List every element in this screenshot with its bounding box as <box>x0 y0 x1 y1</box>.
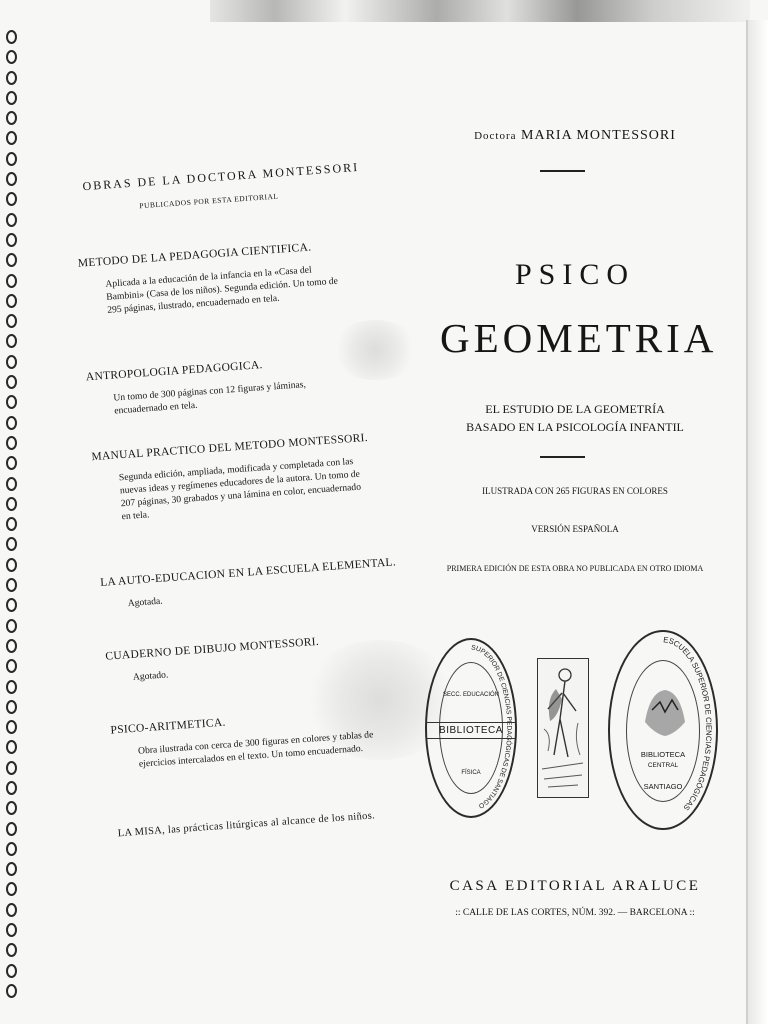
divider-rule <box>540 170 585 172</box>
work-title: PSICO-ARITMETICA. <box>110 716 227 737</box>
stamp-emblem <box>640 682 690 742</box>
work-description: Un tomo de 300 páginas con 12 figuras y láminas, encuadernado en tela. <box>113 379 307 417</box>
binding-ring <box>6 436 17 450</box>
binding-ring <box>6 416 17 430</box>
binding-ring <box>6 253 17 267</box>
work-description: Obra ilustrada con cerca de 300 figuras en colores y tablas de ejercicios intercalados en el texto. Un tomo encuadernado. <box>137 729 374 770</box>
binding-ring <box>6 639 17 653</box>
publisher-name: CASA EDITORIAL ARALUCE <box>449 878 701 894</box>
version-note: VERSIÓN ESPAÑOLA <box>531 524 619 534</box>
binding-ring <box>6 91 17 105</box>
work-entry <box>78 239 357 319</box>
svg-text:ESCUELA SUPERIOR DE CIENCIAS P: ESCUELA SUPERIOR DE CIENCIAS PEDAGÓGICAS <box>662 635 714 813</box>
binding-ring <box>6 497 17 511</box>
binding-ring <box>6 923 17 937</box>
work-title: METODO DE LA PEDAGOGIA CIENTIFICA. <box>77 241 312 270</box>
page-edge <box>746 20 768 1024</box>
subtitle-line-1: EL ESTUDIO DE LA GEOMETRÍA <box>485 402 665 416</box>
binding-ring <box>6 761 17 775</box>
binding-ring <box>6 781 17 795</box>
binding-ring <box>6 172 17 186</box>
title-line-2: GEOMETRIA <box>440 315 718 361</box>
binding-ring <box>6 943 17 957</box>
binding-ring <box>6 314 17 328</box>
binding-ring <box>6 355 17 369</box>
work-title: LA MISA, las prácticas litúrgicas al alcance de los niños. <box>117 810 376 840</box>
binding-ring <box>6 71 17 85</box>
stamp-center-text: BIBLIOTECA <box>427 722 515 739</box>
binding-ring <box>6 131 17 145</box>
work-title: ANTROPOLOGIA PEDAGOGICA. <box>85 359 264 384</box>
stamp-bottom-text: FÍSICA <box>461 770 481 776</box>
work-description: Agotada. <box>127 595 163 610</box>
binding-ring <box>6 964 17 978</box>
subtitle-line-2: BASADO EN LA PSICOLOGÍA INFANTIL <box>466 420 684 434</box>
stamp-top-text: SECC. EDUCACIÓN <box>442 692 499 698</box>
binding-ring <box>6 740 17 754</box>
work-entry <box>99 556 397 612</box>
binding-ring <box>6 720 17 734</box>
binding-ring <box>6 842 17 856</box>
binding-ring <box>6 30 17 44</box>
work-title: MANUAL PRACTICO DEL METODO MONTESSORI. <box>91 431 369 464</box>
figure-illustration <box>538 659 587 796</box>
svg-text:SUPERIOR DE CIENCIAS PEDAGÓGIC: SUPERIOR DE CIENCIAS PEDAGÓGICAS DE SANTIAGO <box>470 644 513 810</box>
work-entry <box>117 809 392 839</box>
left-page <box>70 129 419 868</box>
work-entry <box>105 632 382 686</box>
work-description: Segunda edición, ampliada, modificada y completada con las nuevas ideas y regímenes educadores de la autora. Un tomo de 207 páginas, 30 grabados y una lámina en color, encuadernado en tela. <box>118 456 362 523</box>
engraving-illustration <box>537 658 589 798</box>
title-page <box>440 0 718 1024</box>
work-title: CUADERNO DE DIBUJO MONTESSORI. <box>105 635 320 663</box>
binding-ring <box>6 213 17 227</box>
binding-ring <box>6 233 17 247</box>
binding-ring <box>6 537 17 551</box>
stamp-center-text: CENTRAL <box>647 762 679 769</box>
works-subheading: PUBLICADOS POR ESTA EDITORIAL <box>139 191 279 211</box>
binding-ring <box>6 477 17 491</box>
spiral-binding <box>4 30 30 1020</box>
library-stamp-right <box>608 630 718 830</box>
binding-ring <box>6 598 17 612</box>
author-line <box>440 128 710 144</box>
binding-ring <box>6 558 17 572</box>
binding-ring <box>6 456 17 470</box>
binding-ring <box>6 334 17 348</box>
author-name: MARIA MONTESSORI <box>521 128 676 143</box>
binding-ring <box>6 111 17 125</box>
binding-ring <box>6 680 17 694</box>
publisher-address: :: CALLE DE LAS CORTES, NÚM. 392. — BARCELONA :: <box>455 908 695 918</box>
author-prefix: Doctora <box>474 130 517 142</box>
binding-ring <box>6 882 17 896</box>
binding-ring <box>6 862 17 876</box>
binding-ring <box>6 50 17 64</box>
binding-ring <box>6 619 17 633</box>
binding-ring <box>6 395 17 409</box>
work-description: Aplicada a la educación de la infancia en la «Casa del Bambini» (Casa de los niños). Segunda edición. Un tomo de 295 páginas, ilustrado, encuadernado en tela. <box>105 264 339 316</box>
binding-ring <box>6 700 17 714</box>
work-title: LA AUTO-EDUCACION EN LA ESCUELA ELEMENTAL. <box>99 556 397 589</box>
stamp-center-text: BIBLIOTECA <box>640 750 686 759</box>
binding-ring <box>6 192 17 206</box>
binding-ring <box>6 517 17 531</box>
library-stamp-left <box>425 638 517 818</box>
binding-ring <box>6 659 17 673</box>
binding-ring <box>6 375 17 389</box>
binding-ring <box>6 152 17 166</box>
divider-rule <box>540 456 585 458</box>
binding-ring <box>6 822 17 836</box>
binding-ring <box>6 294 17 308</box>
work-description: Agotado. <box>132 669 169 683</box>
work-entry <box>91 432 370 525</box>
binding-ring <box>6 903 17 917</box>
illustrated-note: ILUSTRADA CON 265 FIGURAS EN COLORES <box>482 486 668 496</box>
title-line-1: PSICO <box>514 258 636 291</box>
binding-ring <box>6 984 17 998</box>
stamp-center-text: SANTIAGO <box>643 782 683 791</box>
works-heading: OBRAS DE LA DOCTORA MONTESSORI <box>82 159 360 194</box>
work-entry <box>110 705 388 772</box>
edition-note: PRIMERA EDICIÓN DE ESTA OBRA NO PUBLICADA EN OTRO IDIOMA <box>446 564 704 573</box>
binding-ring <box>6 578 17 592</box>
work-entry <box>85 352 363 419</box>
binding-ring <box>6 274 17 288</box>
binding-ring <box>6 801 17 815</box>
